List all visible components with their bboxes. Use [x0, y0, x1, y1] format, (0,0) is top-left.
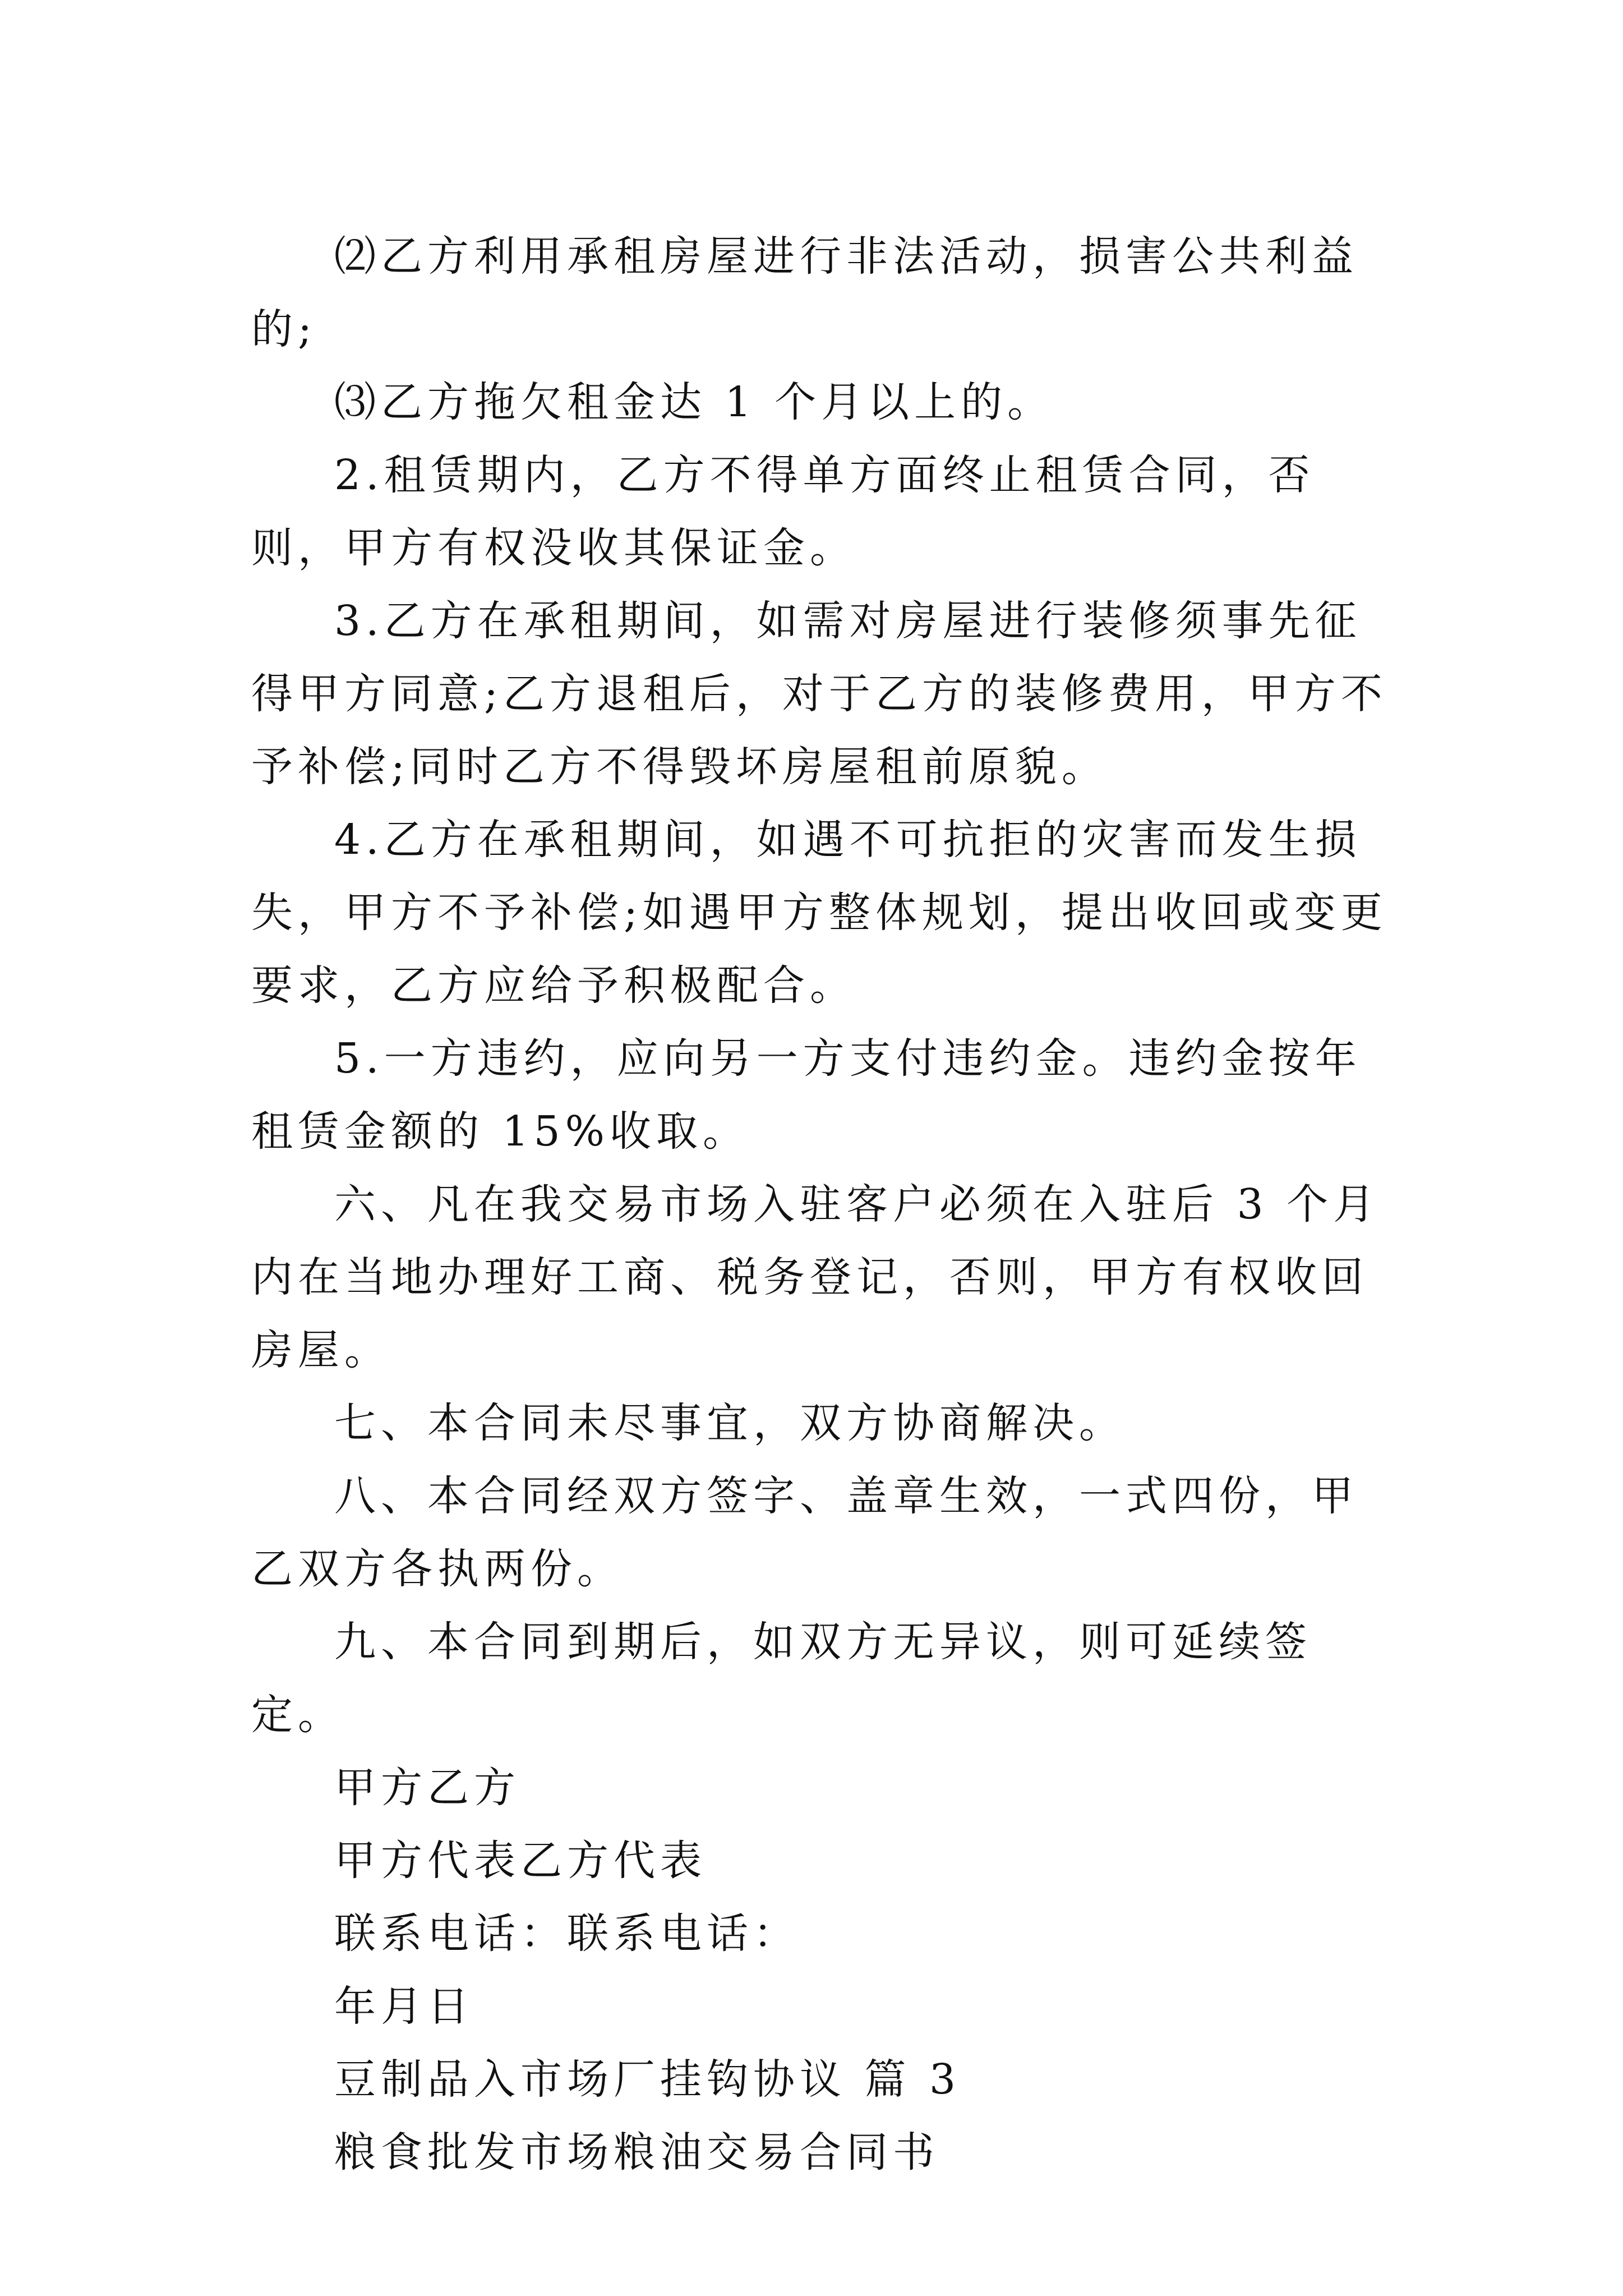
- signature-parties: 甲方乙方: [334, 1764, 520, 1812]
- document-body: [251, 220, 1390, 2189]
- clause-breach-penalty: 5.一方违约，应向另一方支付违约金。违约金按年租赁金额的 15%收取。: [251, 1034, 1362, 1156]
- section-nine-renewal: 九、本合同到期后，如双方无异议，则可延续签定。: [251, 1618, 1312, 1739]
- signature-date: 年月日: [334, 1982, 474, 2031]
- section-eight-effectiveness: 八、本合同经双方签字、盖章生效，一式四份，甲乙双方各执两份。: [251, 1472, 1358, 1593]
- next-document-title: 粮食批发市场粮油交易合同书: [334, 2128, 939, 2177]
- signature-phone: 联系电话：联系电话：: [334, 1910, 800, 1958]
- clause-force-majeure: 4.乙方在承租期间，如遇不可抗拒的灾害而发生损失，甲方不予补偿;如遇甲方整体规划，提出收回或变更要求，乙方应给予积极配合。: [251, 816, 1387, 1010]
- clause-renovation: 3.乙方在承租期间，如需对房屋进行装修须事先征得甲方同意;乙方退租后，对于乙方的装修费用，甲方不予补偿;同时乙方不得毁坏房屋租前原貌。: [251, 597, 1387, 791]
- clause-2-illegal-activity: ⑵乙方利用承租房屋进行非法活动，损害公共利益的;: [251, 232, 1358, 353]
- next-document-heading: 豆制品入市场厂挂钩协议 篇 3: [334, 2055, 961, 2104]
- section-six-registration: 六、凡在我交易市场入驻客户必须在入驻后 3 个月内在当地办理好工商、税务登记，否则，甲方有权收回房屋。: [251, 1180, 1380, 1374]
- clause-3-rent-arrears: ⑶乙方拖欠租金达 1 个月以上的。: [334, 378, 1054, 426]
- clause-lease-termination: 2.租赁期内，乙方不得单方面终止租赁合同，否则，甲方有权没收其保证金。: [251, 451, 1315, 572]
- signature-representatives: 甲方代表乙方代表: [334, 1837, 707, 1885]
- section-seven-unresolved-matters: 七、本合同未尽事宜，双方协商解决。: [334, 1399, 1126, 1447]
